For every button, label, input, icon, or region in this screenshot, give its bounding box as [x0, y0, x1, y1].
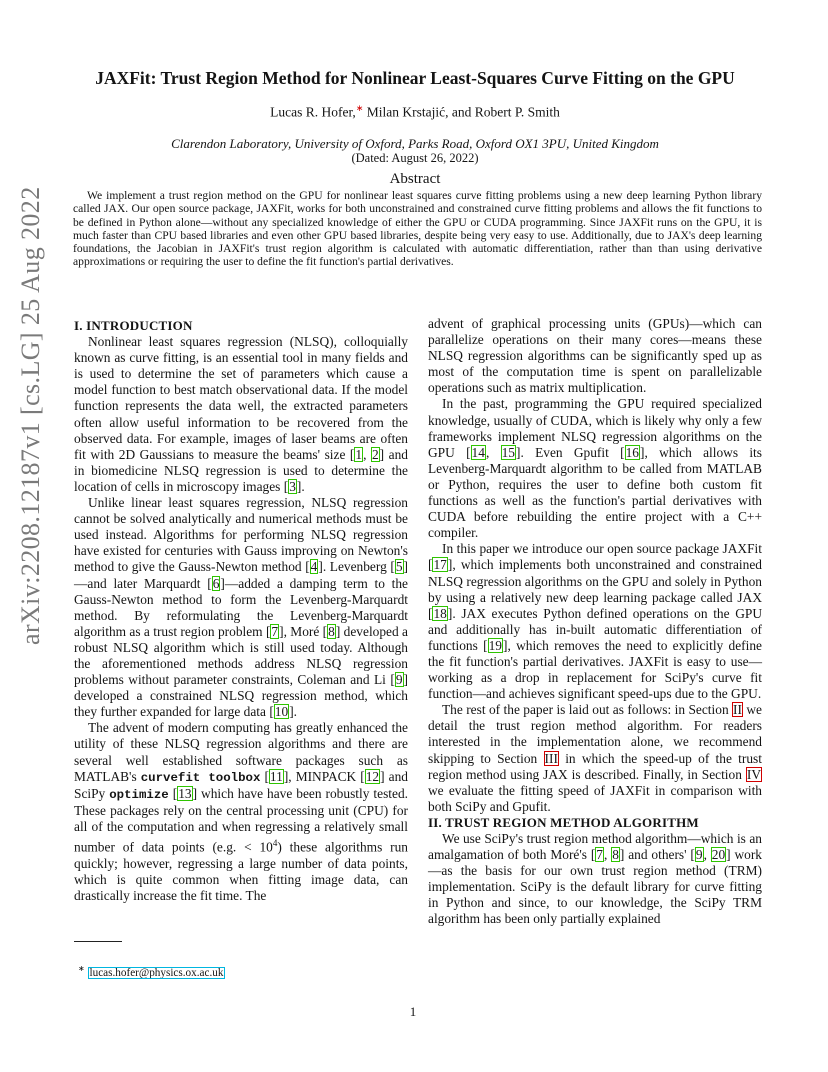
footnote-rule — [74, 941, 122, 942]
citation-link[interactable]: 10 — [274, 704, 289, 720]
code-optimize: optimize — [109, 787, 169, 802]
author-first: Lucas R. Hofer, — [270, 104, 356, 120]
citation-link[interactable]: 18 — [433, 605, 447, 621]
paragraph: advent of graphical processing units (GPUs)—which can parallelize operations on their many cores—means these NLSQ regression algorithms can be significantly sped up as most of the computation time is spent on parallelizable operations such as matrix multiplication. — [428, 316, 762, 396]
citation-link[interactable]: 2 — [371, 446, 379, 462]
paragraph: We use SciPy's trust region method algorithm—which is an amalgamation of both Moré's [7, 8] and others' [9, 20] work—as the basis for our own trust region method (TRM) implementation. SciPy is the default library for curve fitting in Python and since, to our knowledge, the SciPy TRM algorithm has been only partially explained — [428, 831, 762, 927]
abstract-heading: Abstract — [389, 171, 441, 187]
paragraph: In this paper we introduce our open source package JAXFit [17], which implements both unconstrained and constrained NLSQ regression algorithms on the GPU and solely in Python by using a relatively new deep learning package called JAX [18]. JAX executes Python defined operations on the GPU and additionally has in-built automatic differentiation of functions [19], which removes the need to explicitly define the fit function's partial derivatives. JAXFit is easy to use—working as a drop in replacement for SciPy's curve fit function—and achieves significant speed-ups due to the GPU. — [428, 541, 762, 702]
footnote — [78, 964, 225, 979]
citation-link[interactable]: 7 — [596, 847, 603, 863]
citation-link[interactable]: 15 — [501, 444, 515, 460]
author-rest: Milan Krstajić, and Robert P. Smith — [363, 104, 560, 120]
citation-link[interactable]: 12 — [365, 768, 380, 784]
paragraph: Unlike linear least squares regression, NLSQ regression cannot be solved analytically and numerical methods must be used instead. Algorithms for performing NLSQ regression have existed for centuries with Gauss improving on Newton's method to give the Gauss-Newton method [4]. Levenberg [5]—and later Marquardt [6]—added a damping term to the Gauss-Newton method to form the Levenberg-Marquardt method. By reformulating the Levenberg-Marquardt algorithm as a trust region problem [7], Moré [8] developed a robust NLSQ algorithm which is still used today. Although the aforementioned methods address NLSQ regression problems without parameter constraints, Coleman and Li [9] developed a constrained NLSQ regression method, which they further expanded for large data [10]. — [74, 495, 408, 720]
arxiv-margin-stamp: arXiv:2208.12187v1 [cs.LG] 25 Aug 2022 — [16, 186, 45, 645]
citation-link[interactable]: 4 — [310, 559, 318, 575]
paragraph: The rest of the paper is laid out as follows: in Section II we detail the trust region method algorithm. For readers interested in the implementation alone, we recommend skipping to Section III in which the speed-up of the trust region method using JAX is described. Finally, in Section IV we evaluate the fitting speed of JAXFit in comparison with both SciPy and Gpufit. — [428, 702, 762, 814]
paragraph: Nonlinear least squares regression (NLSQ), colloquially known as curve fitting, is an essential tool in many fields and is used to determine the set of parameters which cause a model function to best match observational data. If the model function represents the data well, the extracted parameters often allow useful information to be recovered from the observed data. For example, images of laser beams are often fit with 2D Gaussians to measure the beams' size [1, 2] and in biomedicine NLSQ regression is used to determine the location of cells in microscopy images [3]. — [74, 334, 408, 494]
citation-link[interactable]: 13 — [178, 785, 192, 801]
section-heading-trust-region: II. TRUST REGION METHOD ALGORITHM — [428, 814, 699, 830]
paragraph: In the past, programming the GPU required specialized knowledge, usually of CUDA, which is likely why only a few frameworks implement NLSQ regression algorithms on the GPU [14, 15]. Even Gpufit [16], which allows its Levenberg-Marquardt algorithm to be called from MATLAB or Python, requires the user to define both custom fit functions as well as the function's partial derivatives with CUDA before rebuilding the entire project with a C++ compiler. — [428, 396, 762, 541]
footnote-mark-link[interactable]: ∗ — [355, 103, 364, 113]
section-ref-link[interactable]: III — [544, 750, 558, 766]
citation-link[interactable]: 17 — [433, 557, 447, 573]
code-curvefit-toolbox: curvefit toolbox — [140, 770, 261, 785]
citation-link[interactable]: 8 — [328, 623, 335, 639]
citation-link[interactable]: 9 — [695, 847, 703, 863]
citation-link[interactable]: 20 — [711, 847, 726, 863]
exponent: 4 — [272, 838, 278, 848]
paragraph: The advent of modern computing has greatly enhanced the utility of these NLSQ regression algorithms and there are several well established software packages such as MATLAB's curvefit toolbox [11], MINPACK [12] and SciPy optimize [13] which have have been robustly tested. These packages rely on the central processing unit (CPU) for all of the computation and when regressing a relatively small number of data points (e.g. < $10^4$) these algorithms run quickly; however, regressing a large number of data points, which is quite common when fitting image data, can drastically increase the fit time. The — [74, 720, 408, 903]
citation-link[interactable]: 5 — [395, 559, 403, 575]
citation-link[interactable]: 16 — [625, 444, 639, 460]
citation-link[interactable]: 7 — [271, 623, 279, 639]
footnote-mark: ∗ — [78, 964, 85, 973]
citation-link[interactable]: 11 — [269, 768, 283, 784]
section-heading-introduction: I. INTRODUCTION — [74, 318, 193, 333]
citation-link[interactable]: 1 — [355, 446, 363, 462]
section-ref-link[interactable]: II — [733, 702, 742, 718]
citation-link[interactable]: 8 — [612, 847, 619, 863]
right-column — [428, 316, 762, 928]
citation-link[interactable]: 6 — [212, 575, 220, 591]
citation-link[interactable]: 19 — [488, 637, 502, 653]
citation-link[interactable]: 3 — [289, 478, 296, 494]
date-line: (Dated: August 26, 2022) — [351, 151, 479, 165]
paper-title: JAXFit: Trust Region Method for Nonlinear Least-Squares Curve Fitting on the GPU — [95, 68, 735, 88]
author-list — [60, 103, 770, 121]
left-column — [74, 318, 408, 904]
citation-link[interactable]: 9 — [395, 672, 403, 688]
email-link[interactable]: lucas.hofer@physics.ox.ac.uk — [89, 966, 224, 979]
affiliation: Clarendon Laboratory, University of Oxford, Parks Road, Oxford OX1 3PU, United Kingdom — [171, 136, 659, 151]
abstract-text: We implement a trust region method on the GPU for nonlinear least squares curve fitting problems using a new deep learning Python library called JAX. Our open source package, JAXFit, works for both unconstrained and constrained curve fitting problems and allows the fit functions to be defined in Python alone—without any specialized knowledge of either the GPU or CUDA programming. Since JAXFit runs on the GPU, it is much faster than CPU based libraries and even other GPU based libraries, despite being very easy to use. Additionally, due to JAX's deep learning foundations, the Jacobian in JAXFit's trust region algorithm is calculated with automatic differentiation, rather than than using derivative approximations or requiring the user to define the fit function's partial derivatives. — [73, 189, 762, 269]
section-ref-link[interactable]: IV — [746, 766, 761, 782]
citation-link[interactable]: 14 — [471, 444, 485, 460]
page-number: 1 — [409, 1004, 417, 1019]
